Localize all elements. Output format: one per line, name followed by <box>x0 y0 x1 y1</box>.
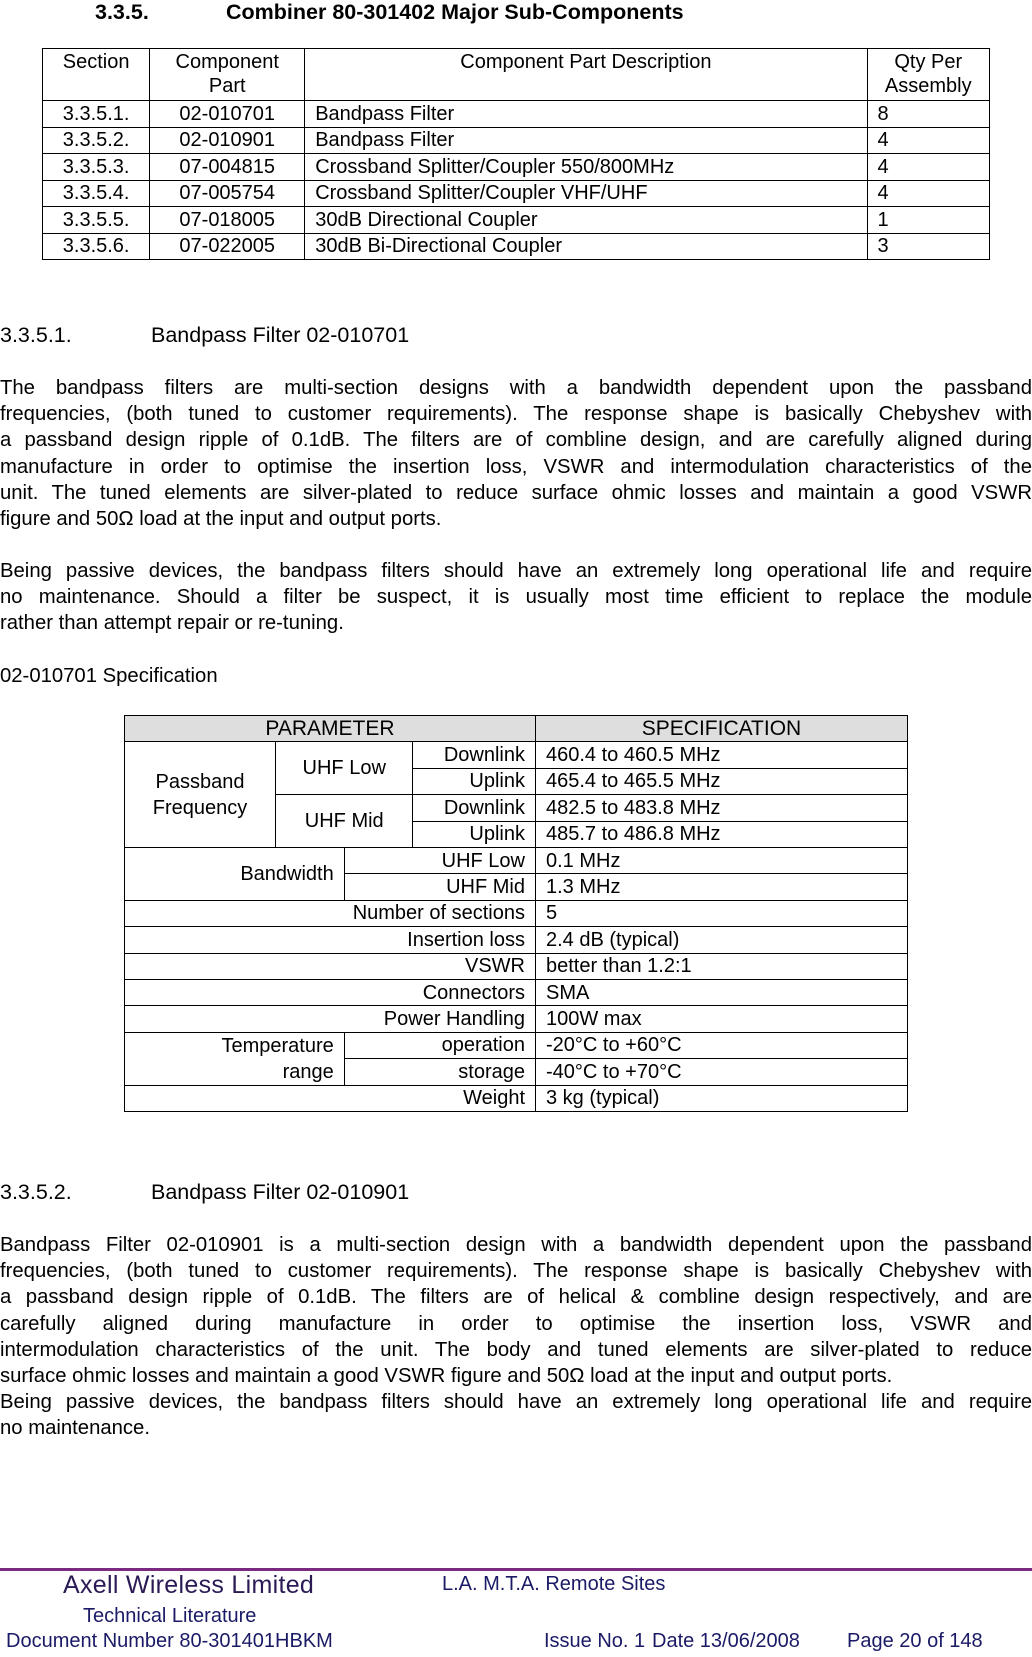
table-row <box>125 1032 908 1059</box>
cell-part: 07-005754 <box>150 180 305 207</box>
spec-value: 3 kg (typical) <box>536 1085 908 1111</box>
spec-value: 1.3 MHz <box>536 874 908 900</box>
table-row <box>125 1085 908 1111</box>
paragraph-description <box>0 375 1032 532</box>
uplink-label: Uplink <box>413 768 536 794</box>
paragraph-line: surface ohmic losses and maintain a good VSWR figure and 50Ω load at the input and output ports. <box>0 1364 893 1387</box>
paragraph-line: frequencies, (both tuned to customer requirements). The response shape is basically Chebyshev with <box>0 1260 1032 1283</box>
spec-caption <box>0 663 1032 689</box>
spec-value: -40°C to +70°C <box>536 1059 908 1086</box>
cell-section: 3.3.5.3. <box>43 154 150 181</box>
col-header-qty: Qty Per Assembly <box>867 49 989 101</box>
footer-date: Date 13/06/2008 <box>652 1630 800 1652</box>
table-row <box>125 927 908 953</box>
cell-section: 3.3.5.5. <box>43 207 150 234</box>
components-table <box>42 48 990 260</box>
cell-qty: 4 <box>867 180 989 207</box>
spec-value: 0.1 MHz <box>536 847 908 873</box>
col-header-specification: SPECIFICATION <box>536 716 908 742</box>
paragraph-line: unit. The tuned elements are silver-plated to reduce surface ohmic losses and maintain a good VSWR <box>0 481 1032 504</box>
cell-description: Crossband Splitter/Coupler VHF/UHF <box>305 180 867 207</box>
power-handling-label: Power Handling <box>125 1006 536 1032</box>
spec-value: 100W max <box>536 1006 908 1032</box>
subsection-number: 3.3.5.1. <box>0 323 72 347</box>
paragraph-line: figure and 50Ω load at the input and output ports. <box>0 507 442 530</box>
paragraph-line: no maintenance. Should a filter be suspect, it is usually most time efficient to replace the module <box>0 586 1032 609</box>
subsection-number: 3.3.5.2. <box>0 1180 72 1204</box>
section-heading <box>95 0 684 25</box>
table-row <box>43 154 990 181</box>
spec-caption-text: 02-010701 Specification <box>0 665 218 687</box>
cell-section: 3.3.5.2. <box>43 127 150 154</box>
uhf-low-label: UHF Low <box>344 847 535 873</box>
specification-table <box>124 715 908 1112</box>
components-header-row <box>43 49 990 101</box>
footer-technical-literature: Technical Literature <box>83 1605 257 1627</box>
paragraph-line: The bandpass filters are multi-section designs with a bandwidth dependent upon the passband <box>0 377 1032 399</box>
paragraph-line: Bandpass Filter 02-010901 is a multi-section design with a bandwidth dependent upon the passband <box>0 1234 1032 1256</box>
spec-value: 485.7 to 486.8 MHz <box>536 821 908 847</box>
cell-qty: 3 <box>867 233 989 260</box>
paragraph-line: no maintenance. <box>0 1417 150 1440</box>
paragraph-description-2 <box>0 1232 1032 1442</box>
sections-label: Number of sections <box>125 900 536 926</box>
footer-document-info <box>6 1630 983 1653</box>
table-row <box>43 207 990 234</box>
subsection-title: Bandpass Filter 02-010901 <box>151 1180 410 1204</box>
bandwidth-label: Bandwidth <box>125 847 345 900</box>
uhf-low-label: UHF Low <box>276 742 413 795</box>
temperature-range-label: Temperature range <box>125 1032 345 1085</box>
table-row <box>43 233 990 260</box>
spec-value: 460.4 to 460.5 MHz <box>536 742 908 768</box>
table-row <box>43 127 990 154</box>
footer-site-name: L.A. M.T.A. Remote Sites <box>442 1573 666 1595</box>
paragraph-line: frequencies, (both tuned to customer requirements). The response shape is basically Chebyshev with <box>0 403 1032 426</box>
spec-value: better than 1.2:1 <box>536 953 908 979</box>
paragraph-line: rather than attempt repair or re-tuning. <box>0 612 344 635</box>
cell-part: 07-022005 <box>150 233 305 260</box>
cell-section: 3.3.5.4. <box>43 180 150 207</box>
cell-description: 30dB Bi-Directional Coupler <box>305 233 867 260</box>
subsection-heading-1 <box>0 323 409 348</box>
insertion-loss-label: Insertion loss <box>125 927 536 953</box>
col-header-parameter: PARAMETER <box>125 716 536 742</box>
spec-value: SMA <box>536 979 908 1005</box>
paragraph-line: intermodulation characteristics of the unit. The body and tuned elements are silver-plated to reduce <box>0 1338 1032 1361</box>
cell-qty: 4 <box>867 154 989 181</box>
paragraph-line: carefully aligned during manufacture in order to optimise the insertion loss, VSWR and <box>0 1312 1032 1335</box>
footer-company-logo-text: Axell Wireless Limited <box>63 1571 315 1599</box>
table-row <box>125 847 908 873</box>
paragraph-line: a passband design ripple of 0.1dB. The filters are of helical & combline design respectively, and are <box>0 1286 1032 1309</box>
table-row <box>125 979 908 1005</box>
spec-value: 465.4 to 465.5 MHz <box>536 768 908 794</box>
paragraph-line: Being passive devices, the bandpass filters should have an extremely long operational life and require <box>0 1391 1032 1414</box>
spec-header-row <box>125 716 908 742</box>
cell-part: 02-010701 <box>150 101 305 128</box>
cell-section: 3.3.5.6. <box>43 233 150 260</box>
col-header-description: Component Part Description <box>305 49 867 101</box>
col-header-component-part: Component Part <box>150 49 305 101</box>
weight-label: Weight <box>125 1085 536 1111</box>
subsection-title: Bandpass Filter 02-010701 <box>151 323 410 347</box>
paragraph-maintenance <box>0 558 1032 637</box>
table-row <box>43 180 990 207</box>
downlink-label: Downlink <box>413 795 536 821</box>
table-row <box>125 900 908 926</box>
cell-description: Bandpass Filter <box>305 127 867 154</box>
uplink-label: Uplink <box>413 821 536 847</box>
table-row <box>125 742 908 768</box>
spec-value: 5 <box>536 900 908 926</box>
table-row <box>43 101 990 128</box>
paragraph-line: manufacture in order to optimise the insertion loss, VSWR and intermodulation characteristics of the <box>0 455 1032 478</box>
footer-issue: Issue No. 1 <box>544 1630 646 1652</box>
cell-qty: 8 <box>867 101 989 128</box>
operation-label: operation <box>344 1032 535 1059</box>
uhf-mid-label: UHF Mid <box>344 874 535 900</box>
section-number: 3.3.5. <box>95 0 149 24</box>
cell-part: 07-004815 <box>150 154 305 181</box>
cell-description: Crossband Splitter/Coupler 550/800MHz <box>305 154 867 181</box>
connectors-label: Connectors <box>125 979 536 1005</box>
table-row <box>125 1006 908 1032</box>
cell-description: Bandpass Filter <box>305 101 867 128</box>
spec-value: 482.5 to 483.8 MHz <box>536 795 908 821</box>
paragraph-line: a passband design ripple of 0.1dB. The filters are of combline design, and are carefully aligned during <box>0 429 1032 452</box>
cell-section: 3.3.5.1. <box>43 101 150 128</box>
col-header-section: Section <box>43 49 150 101</box>
paragraph-line: Being passive devices, the bandpass filters should have an extremely long operational life and require <box>0 560 1032 582</box>
downlink-label: Downlink <box>413 742 536 768</box>
spec-value: 2.4 dB (typical) <box>536 927 908 953</box>
spec-value: -20°C to +60°C <box>536 1032 908 1059</box>
uhf-mid-label: UHF Mid <box>276 795 413 848</box>
section-title: Combiner 80-301402 Major Sub-Components <box>226 0 684 24</box>
cell-description: 30dB Directional Coupler <box>305 207 867 234</box>
storage-label: storage <box>344 1059 535 1086</box>
table-row <box>125 953 908 979</box>
vswr-label: VSWR <box>125 953 536 979</box>
cell-qty: 1 <box>867 207 989 234</box>
cell-part: 07-018005 <box>150 207 305 234</box>
passband-frequency-label: Passband Frequency <box>125 742 276 848</box>
cell-part: 02-010901 <box>150 127 305 154</box>
footer-doc-number: Document Number 80-301401HBKM <box>6 1630 333 1652</box>
footer-page: Page 20 of 148 <box>847 1630 983 1652</box>
subsection-heading-2 <box>0 1180 409 1205</box>
cell-qty: 4 <box>867 127 989 154</box>
